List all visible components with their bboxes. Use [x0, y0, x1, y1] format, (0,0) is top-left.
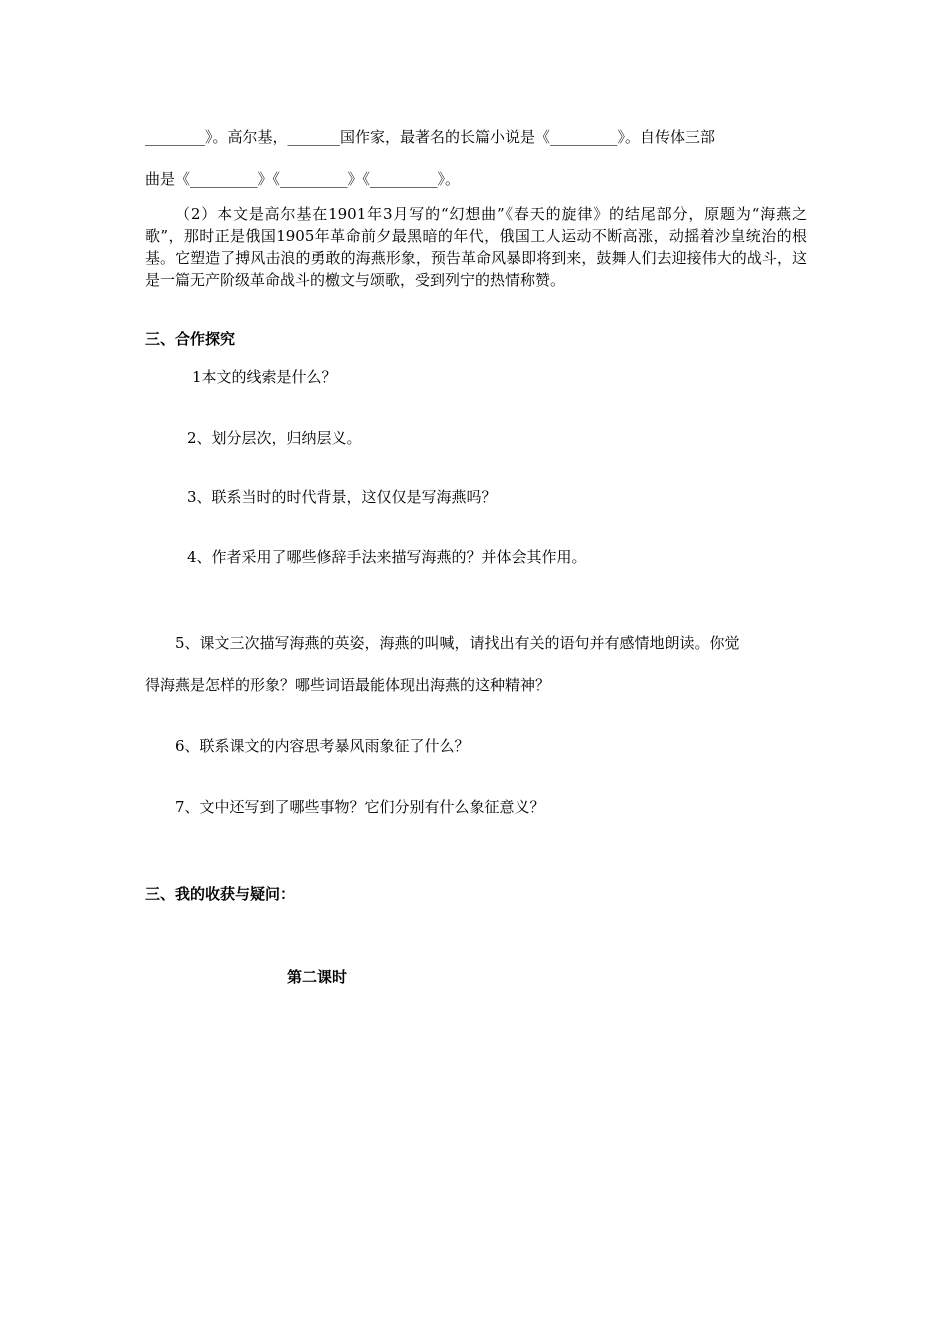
question-6: 6、联系课文的内容思考暴风雨象征了什么？: [175, 737, 470, 755]
question-5-line-2: 得海燕是怎样的形象？哪些词语最能体现出海燕的这种精神？: [145, 676, 551, 694]
question-1: 1本文的线索是什么？: [192, 368, 337, 386]
question-7: 7、文中还写到了哪些事物？它们分别有什么象征意义？: [175, 798, 545, 816]
question-2: 2、划分层次，归纳层义。: [187, 429, 362, 447]
fill-blank-line-2: 曲是《_________》《_________》《_________》。: [145, 170, 461, 188]
question-5-line-1: 5、课文三次描写海燕的英姿，海燕的叫喊，请找出有关的语句并有感情地朗读。你觉: [175, 634, 740, 652]
background-paragraph: （2）本文是高尔基在1901年3月写的“幻想曲”《春天的旋律》的结尾部分，原题为“海燕之歌”，那时正是俄国1905年革命前夕最黑暗的年代，俄国工人运动不断高涨，动摇着沙皇统治的根基。它塑造了搏风击浪的勇敢的海燕形象，预告革命风暴即将到来，鼓舞人们去迎接伟大的战斗，这是一篇无产阶级革命战斗的檄文与颂歌，受到列宁的热情称赞。: [145, 205, 807, 289]
question-3: 3、联系当时的时代背景，这仅仅是写海燕吗？: [187, 488, 497, 506]
fill-blank-line-1: ________》。高尔基，_______国作家，最著名的长篇小说是《_________》。自传体三部: [145, 128, 716, 146]
question-4: 4、作者采用了哪些修辞手法来描写海燕的？并体会其作用。: [187, 548, 587, 566]
lesson-two-title: 第二课时: [287, 968, 348, 986]
section-harvest-title: 三、我的收获与疑问：: [145, 885, 296, 903]
section-cooperation-title: 三、合作探究: [145, 330, 236, 348]
